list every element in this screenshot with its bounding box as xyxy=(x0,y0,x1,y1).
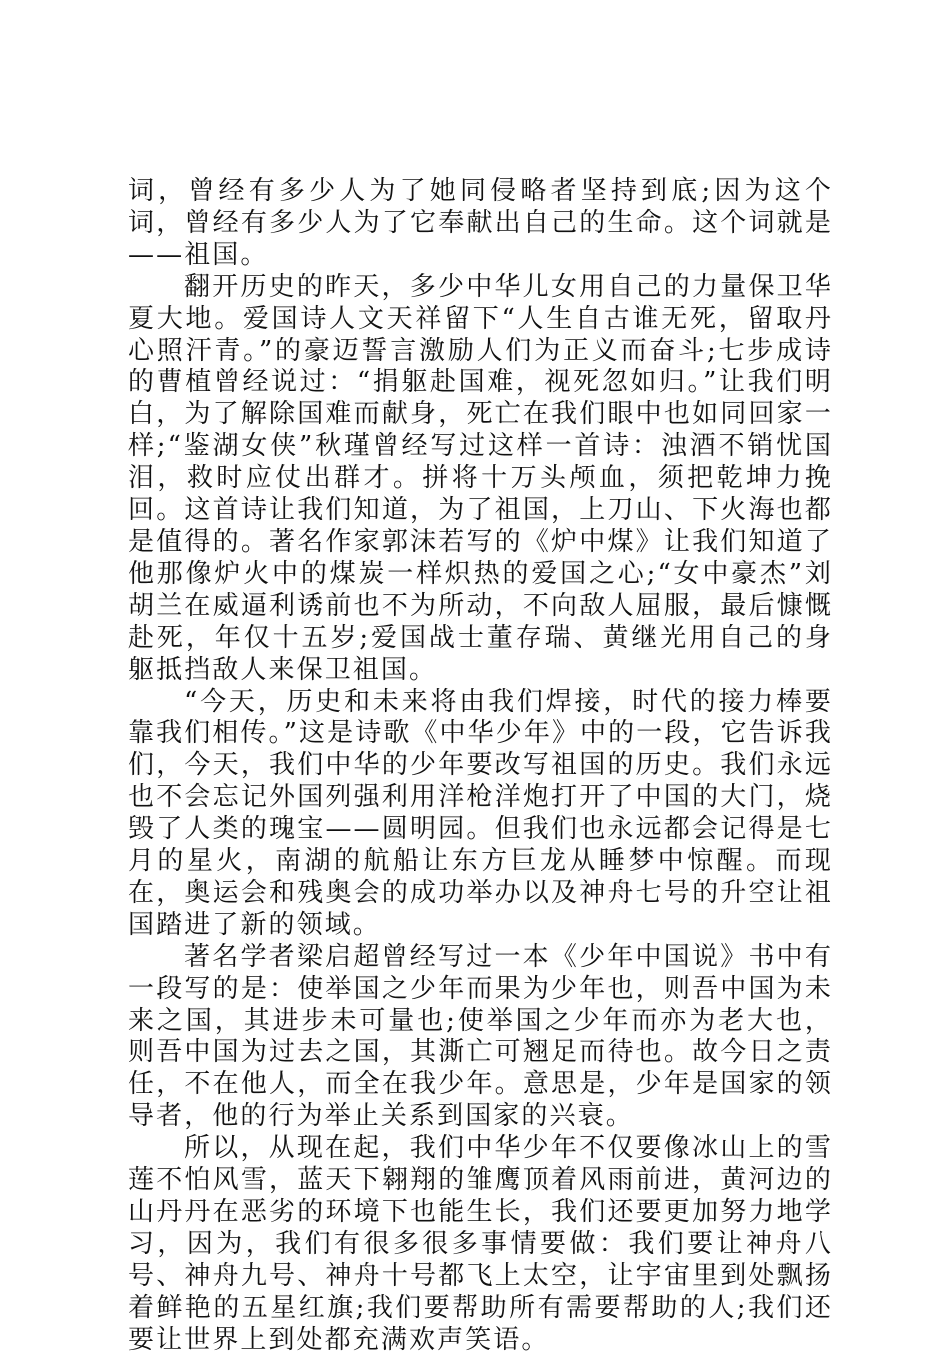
paragraph-2: 翻开历史的昨天，多少中华儿女用自己的力量保卫华夏大地。爱国诗人文天祥留下“人生自古谁无死，留取丹心照汗青。”的豪迈誓言激励人们为正义而奋斗;七步成诗的曹植曾经说过：“捐躯赴国难，视死忽如归。”让我们明白，为了解除国难而献身，死亡在我们眼中也如同回家一样;“鉴湖女侠”秋瑾曾经写过这样一首诗：浊酒不销忧国泪，救时应仗出群才。拼将十万头颅血，须把乾坤力挽回。这首诗让我们知道，为了祖国，上刀山、下火海也都是值得的。著名作家郭沫若写的《炉中煤》让我们知道了他那像炉火中的煤炭一样炽热的爱国之心;“女中豪杰”刘胡兰在威逼利诱前也不为所动，不向敌人屈服，最后慷慨赴死，年仅十五岁;爱国战士董存瑞、黄继光用自己的身躯抵挡敌人来保卫祖国。 xyxy=(128,271,833,685)
document-body xyxy=(128,176,833,1357)
paragraph-1: 词，曾经有多少人为了她同侵略者坚持到底;因为这个词，曾经有多少人为了它奉献出自己的生命。这个词就是——祖国。 xyxy=(128,176,833,270)
paragraph-5: 所以，从现在起，我们中华少年不仅要像冰山上的雪莲不怕风雪，蓝天下翱翔的雏鹰顶着风雨前进，黄河边的山丹丹在恶劣的环境下也能生长，我们还要更加努力地学习，因为，我们有很多很多事情要做：我们要让神舟八号、神舟九号、神舟十号都飞上太空，让宇宙里到处飘扬着鲜艳的五星红旗;我们要帮助所有需要帮助的人;我们还要让世界上到处都充满欢声笑语。 xyxy=(128,1133,833,1355)
paragraph-4: 著名学者梁启超曾经写过一本《少年中国说》书中有一段写的是：使举国之少年而果为少年也，则吾中国为未来之国，其进步未可量也;使举国之少年而亦为老大也，则吾中国为过去之国，其澌亡可翘足而待也。故今日之责任，不在他人，而全在我少年。意思是，少年是国家的领导者，他的行为举止关系到国家的兴衰。 xyxy=(128,941,833,1132)
paragraph-3: “今天，历史和未来将由我们焊接，时代的接力棒要靠我们相传。”这是诗歌《中华少年》中的一段，它告诉我们，今天，我们中华的少年要改写祖国的历史。我们永远也不会忘记外国列强利用洋枪洋炮打开了中国的大门，烧毁了人类的瑰宝——圆明园。但我们也永远都会记得是七月的星火，南湖的航船让东方巨龙从睡梦中惊醒。而现在，奥运会和残奥会的成功举办以及神舟七号的升空让祖国踏进了新的领域。 xyxy=(128,686,833,940)
